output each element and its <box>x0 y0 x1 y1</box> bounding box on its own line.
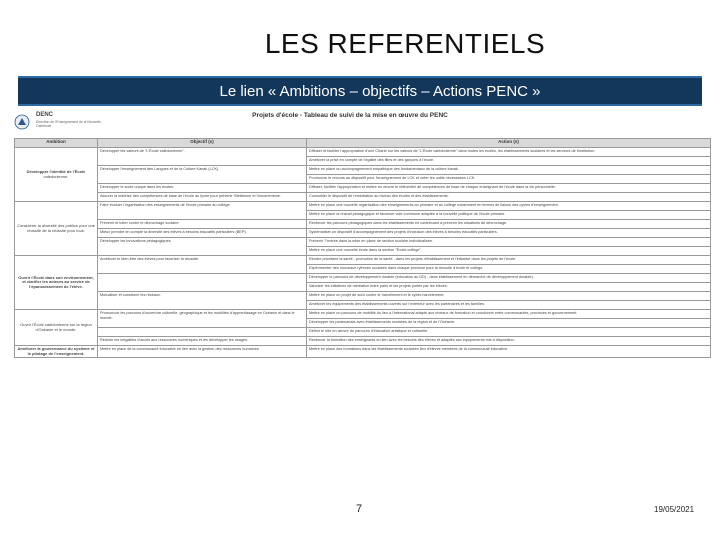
action-cell: Améliorer les équipements des établissements ouverts sur l'extérieur avec les partenaires et les familles. <box>307 301 711 310</box>
ambition-bold-text: Améliorer la gouvernance du système et le pilotage de l'enseignement. <box>17 346 95 356</box>
action-cell: Renforcer la formation des enseignants en lien avec les besoins des élèves et adaptés aux équipements mis à disposition. <box>307 337 711 346</box>
action-cell: Renforcer les parcours pédagogiques dans les établissements en contribuant à prévenir les situations de décrochage. <box>307 220 711 229</box>
action-cell: Diffuser et faciliter l'appropriation d'une Charte sur les valeurs de "L'École calédonienne" dans toutes les écoles, les établissements scolaires et les services de l'institution. <box>307 148 711 157</box>
slide-title: LES REFERENTIELS <box>264 28 546 59</box>
ambition-bold-text: Développer l'identité de l'École <box>26 168 86 174</box>
action-cell: Poursuivre le recours au dispositif pour l'enseignement de LCK et créer les outils nécessaires LCK. <box>307 175 711 184</box>
subtitle-banner <box>18 76 702 106</box>
action-cell: Développer les partenariats avec établissements scolaires de la région et de l'Océanie. <box>307 319 711 328</box>
ambition-cell <box>15 202 98 256</box>
action-cell: Diffuser, faciliter l'appropriation et mettre en œuvre le référentiel de compétences de base de chaque enseignant de l'école dans la vie personnelle. <box>307 184 711 193</box>
referentiel-table <box>14 138 711 358</box>
logo-subtitle: Direction de l'Enseignement de la Nouvelle-Calédonie <box>36 120 102 128</box>
action-cell: Mettre en place un parcours de mobilité du lieu à l'international adapté aux niveaux de formation et coordonné entre communautés, provinces et gouvernement. <box>307 310 711 319</box>
ambition-bold-text: Ouvrir l'École dans son environnement, et clarifier les acteurs au service de l'épanouissement de l'élève. <box>18 274 94 289</box>
objective-cell: Développer le socle unique dans les écoles. <box>98 184 307 193</box>
objective-cell: Développer les innovations pédagogiques. <box>98 238 307 256</box>
ambition-text: Ouvrir l'École calédonienne sur la région d'Océanie et le monde. <box>20 321 92 332</box>
table-row <box>15 337 711 346</box>
header-ambition: Ambition <box>15 139 98 148</box>
ambition-cell <box>15 346 98 358</box>
objective-cell: Améliorer le bien-être des élèves pour favoriser la réussite. <box>98 256 307 274</box>
objective-cell: Développer les valeurs de "L'École calédonienne". <box>98 148 307 166</box>
table-row <box>15 238 711 247</box>
table-row <box>15 328 711 337</box>
table-header-row <box>15 139 711 148</box>
action-cell: Mettre en place un projet de suivi contre le harcèlement et le cyber-harcèlement. <box>307 292 711 301</box>
action-cell: Mettre en place des formations dans les établissements scolaires lien d'élèves membres de la communauté éducative. <box>307 346 711 358</box>
ambition-text: Considérer la diversité des publics pour une réussite de la réussite pour tous. <box>17 222 95 233</box>
table-row <box>15 166 711 175</box>
denc-logo <box>14 112 114 134</box>
action-cell: Développer le parcours de développement durable (éducation au DD) - dans établissement en démarche de développement durable). <box>307 274 711 283</box>
table-row <box>15 229 711 238</box>
table-row <box>15 256 711 265</box>
objective-cell: Assurer la maîtrise des compétences de base de l'école au lycée pour prévenir l'illettrisme et l'innumérisme. <box>98 193 307 202</box>
action-cell: Améliorer la prise en compte de l'égalité des filles et des garçons à l'école. <box>307 157 711 166</box>
objective-cell <box>98 274 307 292</box>
action-cell: Rendre prioritaire la santé - promotion de la santé - dans les projets d'établissement et l'initiative dans les projets de l'école. <box>307 256 711 265</box>
objective-cell: Mieux prendre en compte la diversité des élèves à besoins éducatifs particuliers (BEP). <box>98 229 307 238</box>
action-cell: Mettre en place une nouvelle école dans la section "École-collège". <box>307 247 711 256</box>
action-cell: Mettre en place une nouvelle organisation des enseignements au primaire et au collège notamment en termes de liaison des cycles d'enseignement. <box>307 202 711 211</box>
table-row <box>15 274 711 283</box>
action-cell: Mettre en place un travail pédagogique et favoriser voie commune adaptée à la nouvelle politique de l'école primaire. <box>307 211 711 220</box>
objective-cell: Mettre en place de la communauté éducative en lien avec la gestion des ressources humaines. <box>98 346 307 358</box>
ambition-cell <box>15 310 98 346</box>
action-cell: Consolider le dispositif de remédiation au niveau des écoles et des établissements. <box>307 193 711 202</box>
ambition-cell <box>15 256 98 310</box>
logo-name: DENC <box>36 112 54 118</box>
action-cell: Expérimenter des nouveaux rythmes scolaires dans chaque province pour la réussite d'école et collège. <box>307 265 711 274</box>
page-number: 7 <box>356 503 363 515</box>
table-row <box>15 148 711 157</box>
table-row <box>15 220 711 229</box>
objective-cell: Mutualiser et construire les réseaux. <box>98 292 307 310</box>
objective-cell: Développer l'enseignement des Langues et de la Culture Kanak (LCK). <box>98 166 307 184</box>
objective-cell <box>98 328 307 337</box>
ambition-text: calédonienne. <box>43 173 69 179</box>
action-cell: Valoriser les initiatives de médiation entre pairs et les projets portés par les élèves. <box>307 283 711 292</box>
ambition-cell <box>15 148 98 202</box>
table-row <box>15 346 711 358</box>
table-row <box>15 202 711 211</box>
header-objective: Objectif (s) <box>98 139 307 148</box>
slide-date: 19/05/2021 <box>654 505 695 514</box>
denc-logo-icon <box>14 114 30 130</box>
action-cell: Définir le rôle en œuvre du parcours d'éducation artistique et culturelle. <box>307 328 711 337</box>
action-cell: Mettre en place un accompagnement empathique des fondamentaux de la culture kanak. <box>307 166 711 175</box>
table-row <box>15 292 711 301</box>
objective-cell: Réduire les inégalités d'accès aux ressources numériques et les développer les usages. <box>98 337 307 346</box>
table-row <box>15 184 711 193</box>
action-cell: Systématiser un dispositif d'accompagnement des projets d'inclusion des élèves à besoins éducatifs particuliers. <box>307 229 711 238</box>
document-title: Projets d'école - Tableau de suivi de la mise en œuvre du PENC <box>252 112 448 119</box>
objective-cell: Promouvoir les parcours d'ouverture culturelle, géographique et les mobilités d'apprentissage en Océanie et dans le monde. <box>98 310 307 328</box>
header-action: Action (s) <box>307 139 711 148</box>
banner-text: Le lien « Ambitions – objectifs – Actions PENC » <box>219 83 541 100</box>
table-row <box>15 310 711 319</box>
objective-cell: Faire évoluer l'organisation des enseignements de l'école primaire au collège. <box>98 202 307 220</box>
action-cell: Prévenir "l'entrée dans la mise en place de section scolaire individualisée. <box>307 238 711 247</box>
table-row <box>15 193 711 202</box>
objective-cell: Prévenir et lutter contre le décrochage scolaire. <box>98 220 307 229</box>
